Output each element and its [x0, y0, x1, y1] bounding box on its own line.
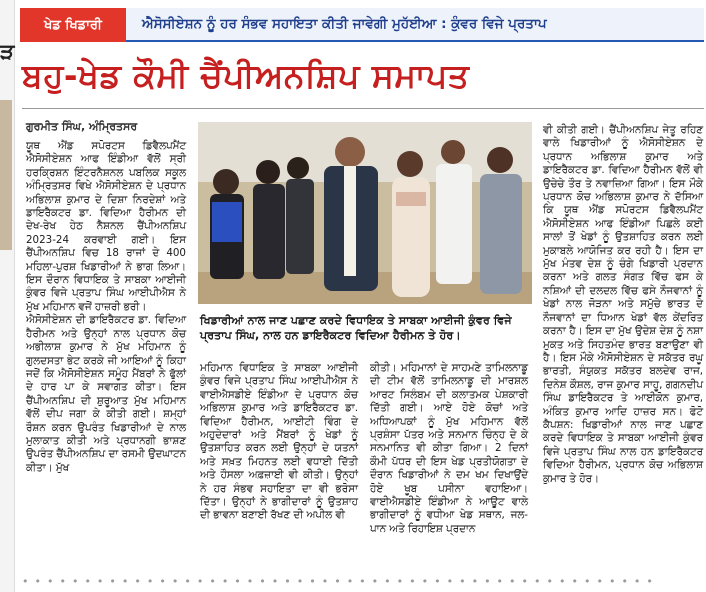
section-header [20, 8, 704, 42]
article-column-4 [543, 124, 703, 486]
paragraph: ਕੀਤੀ। ਮਹਿਮਾਨਾਂ ਦੇ ਸਾਹਮਣੇ ਤਾਮਿਲਨਾਡੂ ਦੀ ਟੀਮ ਵੱਲੋਂ ਤਾਮਿਲਨਾਡੂ ਦੀ ਮਾਰਸ਼ਲ ਆਰਟ ਸਿਲੰਬਮ ਦੀ ਕਲਾਤਮਕ ਪੇਸ਼ਕਾਰੀ ਦਿੱਤੀ ਗਈ। ਆਏ ਹੋਏ ਕੋਚਾਂ ਅਤੇ ਅਧਿਆਪਕਾਂ ਨੂੰ ਮੁੱਖ ਮਹਿਮਾਨ ਵੱਲੋਂ ਪ੍ਰਸ਼ੰਸਾ ਪੱਤਰ ਅਤੇ ਸਨਮਾਨ ਚਿੰਨ੍ਹ ਦੇ ਕੇ ਸਨਮਾਨਿਤ ਵੀ ਕੀਤਾ ਗਿਆ। 2 ਦਿਨਾਂ ਕੌਮੀ ਪੱਧਰ ਦੀ ਇਸ ਖੇਡ ਪ੍ਰਤੀਯੋਗਤਾ ਦੇ ਦੌਰਾਨ ਖਿਡਾਰੀਆਂ ਨੇ ਦਮ ਖਮ ਦਿਖਾਉਂਦੇ ਹੋਏ ਖੂਬ ਪਸੀਨਾ ਵਹਾਇਆ। ਵਾਈਐਸਡੀਏ ਇੰਡੀਆ ਨੇ ਆਊਟ ਵਾਲੇ ਭਾਗੀਦਾਰਾਂ ਨੂੰ ਵਧੀਆ ਖੇਡ ਸਥਾਨ, ਜਲ-ਪਾਨ ਅਤੇ ਰਿਹਾਇਸ਼ ਪ੍ਰਦਾਨ [370, 362, 528, 535]
headline-divider [22, 108, 704, 109]
news-photo [198, 122, 532, 304]
paragraph: ਐਸੋਸੀਏਸ਼ਨ ਦੀ ਡਾਇਰੈਕਟਰ ਡਾ. ਵਿਦਿਆ ਹੈਰੀਮਨ ਅਤੇ ਉਨ੍ਹਾਂ ਨਾਲ ਪ੍ਰਧਾਨ ਕੋਚ ਅਭੀਲਾਸ਼ ਕੁਮਾਰ ਨੇ ਮੁੱਖ ਮਹਿਮਾਨ ਨੂੰ ਗੁਲਦਸਤਾ ਭੇਟ ਕਰਕੇ ਜੀ ਆਇਆਂ ਨੂੰ ਕਿਹਾ ਜਦੋਂ ਕਿ ਐਸੋਸੀਏਸ਼ਨ ਸਮੂੰਹ ਮੈਂਬਰਾਂ ਨੇ ਫੁੱਲਾਂ ਦੇ ਹਾਰ ਪਾ ਕੇ ਸਵਾਗਤ ਕੀਤਾ। ਇਸ ਚੈਂਪੀਅਨਸ਼ਿਪ ਦੀ ਸ਼ੁਰੂਆਤ ਮੁੱਖ ਮਹਿਮਾਨ ਵੱਲੋਂ ਦੀਪ ਜਗਾ ਕੇ ਕੀਤੀ ਗਈ। ਸ਼ਮ੍ਹਾਂ ਰੌਸ਼ਨ ਕਰਨ ਉਪਰੰਤ ਖਿਡਾਰੀਆਂ ਦੇ ਨਾਲ ਮੁਲਾਕਾਤ ਕੀਤੀ ਅਤੇ ਪ੍ਰਧਾਨਗੀ ਭਾਸ਼ਣ ਉਪਰੰਤ ਚੈਂਪੀਅਨਸ਼ਿਪ ਦਾ ਰਸਮੀ ਉਦਘਾਟਨ ਕੀਤਾ। ਮੁੱਖ [26, 314, 186, 474]
paragraph: ਯੂਥ ਐਂਡ ਸਪੋਰਟਸ ਡਿਵੈਲਪਮੈਂਟ ਐਸੋਸੀਏਸ਼ਨ ਆਫ ਇੰਡੀਆ ਵੱਲੋਂ ਸ੍ਰੀ ਹਰਕ੍ਰਿਸ਼ਨ ਇੰਟਰਨੈਸ਼ਨਲ ਪਬਲਿਕ ਸਕੂਲ ਅੰਮ੍ਰਿਤਸਰ ਵਿਖੇ ਐਸੋਸੀਏਸ਼ਨ ਦੇ ਪ੍ਰਧਾਨ ਅਭਿਲਾਸ਼ ਕੁਮਾਰ ਦੇ ਦਿਸ਼ਾ ਨਿਰਦੇਸ਼ਾਂ ਅਤੇ ਡਾਇਰੈਕਟਰ ਡਾ. ਵਿਦਿਆ ਹੈਰੀਮਨ ਦੀ ਦੇਖ-ਰੇਖ ਹੇਠ ਨੈਸ਼ਨਲ ਚੈਂਪੀਅਨਸ਼ਿਪ 2023-24 ਕਰਵਾਈ ਗਈ। ਇਸ ਚੈਂਪੀਅਨਸ਼ਿਪ ਵਿਚ 18 ਰਾਜਾਂ ਦੇ 400 ਮਹਿਲਾ-ਪੁਰਸ਼ ਖਿਡਾਰੀਆਂ ਨੇ ਭਾਗ ਲਿਆ। ਇਸ ਦੌਰਾਨ ਵਿਧਾਇਕ ਤੇ ਸਾਬਕਾ ਆਈਜੀ ਕੁੰਵਰ ਵਿਜੇ ਪ੍ਰਤਾਪ ਸਿੰਘ ਆਈਪੀਐਸ ਨੇ ਮੁੱਖ ਮਹਿਮਾਨ ਵਜੋਂ ਹਾਜ਼ਰੀ ਭਰੀ। [26, 140, 186, 313]
paragraph: ਮਹਿਮਾਨ ਵਿਧਾਇਕ ਤੇ ਸਾਬਕਾ ਆਈਜੀ ਕੁੰਵਰ ਵਿਜੇ ਪ੍ਰਤਾਪ ਸਿੰਘ ਆਈਪੀਐਸ ਨੇ ਵਾਈਐਸਡੀਏ ਇੰਡੀਆ ਦੇ ਪ੍ਰਧਾਨ ਕੋਚ ਅਭਿਲਾਸ਼ ਕੁਮਾਰ ਅਤੇ ਡਾਇਰੈਕਟਰ ਡਾ. ਵਿਦਿਆ ਹੈਰੀਮਨ, ਆਈਟੀ ਵਿੰਗ ਦੇ ਅਹੁਦੇਦਾਰਾਂ ਅਤੇ ਮੈਂਬਰਾਂ ਨੂੰ ਖੇਡਾਂ ਨੂੰ ਉਤਸ਼ਾਹਿਤ ਕਰਨ ਲਈ ਉਨ੍ਹਾਂ ਦੇ ਯਤਨਾਂ ਅਤੇ ਸਖ਼ਤ ਮਿਹਨਤ ਲਈ ਵਧਾਈ ਦਿੱਤੀ ਅਤੇ ਹੌਸਲਾ ਅਫ਼ਜ਼ਾਈ ਵੀ ਕੀਤੀ। ਉਨ੍ਹਾਂ ਨੇ ਹਰ ਸੰਭਵ ਸਹਾਇਤਾ ਦਾ ਵੀ ਭਰੋਸਾ ਦਿੱਤਾ। ਉਨ੍ਹਾਂ ਨੇ ਭਾਗੀਦਾਰਾਂ ਨੂੰ ਉਤਸ਼ਾਹ ਦੀ ਭਾਵਨਾ ਬਣਾਈ ਰੱਖਣ ਦੀ ਅਪੀਲ ਵੀ [200, 362, 358, 522]
article-column-3 [370, 362, 528, 536]
next-article-edge: ••••••••••••••••••••••••••••••••••••••••••••••••••• [22, 575, 659, 588]
main-headline: ਬਹੁ-ਖੇਡ ਕੌਮੀ ਚੈਂਪੀਅਨਸ਼ਿਪ ਸਮਾਪਤ [22, 56, 470, 95]
section-tag: ਖੇਡ ਖਿਡਾਰੀ [20, 8, 126, 42]
article-column-1 [26, 140, 186, 475]
adjacent-article-edge [0, 0, 15, 592]
paragraph: ਵੀ ਕੀਤੀ ਗਈ। ਚੈਂਪੀਅਨਸ਼ਿਪ ਜੇਤੂ ਰਹਿਣ ਵਾਲੇ ਖਿਡਾਰੀਆਂ ਨੂੰ ਐਸੋਸੀਏਸ਼ਨ ਦੇ ਪ੍ਰਧਾਨ ਅਭਿਲਾਸ਼ ਕੁਮਾਰ ਅਤੇ ਡਾਇਰੈਕਟਰ ਡਾ. ਵਿਦਿਆ ਹੈਰੀਮਨ ਵੱਲੋਂ ਵੀ ਉਚੇਚੇ ਤੌਰ ਤੇ ਨਵਾਜ਼ਿਆ ਗਿਆ। ਇਸ ਮੌਕੇ ਪ੍ਰਧਾਨ ਕੋਚ ਅਭਿਲਾਸ਼ ਕੁਮਾਰ ਨੇ ਦੱਸਿਆ ਕਿ ਯੂਥ ਐਂਡ ਸਪੋਰਟਸ ਡਿਵੈਲਪਮੈਂਟ ਐਸੋਸੀਏਸ਼ਨ ਆਫ ਇੰਡੀਆ ਪਿਛਲੇ ਕਈ ਸਾਲਾਂ ਤੋਂ ਖੇਡਾਂ ਨੂੰ ਉਤਸ਼ਾਹਿਤ ਕਰਨ ਲਈ ਮੁਕਾਬਲੇ ਆਯੋਜਿਤ ਕਰ ਰਹੀ ਹੈ। ਇਸ ਦਾ ਮੁੱਖ ਮੰਤਵ ਦੇਸ਼ ਨੂੰ ਚੰਗੇ ਖਿਡਾਰੀ ਪ੍ਰਦਾਨ ਕਰਨਾ ਅਤੇ ਗਲਤ ਸੰਗਤ ਵਿੱਚ ਫਸ ਕੇ ਨਸ਼ਿਆਂ ਦੀ ਦਲਦਲ ਵਿੱਚ ਫਸੇ ਨੌਜਵਾਨਾਂ ਨੂੰ ਖੇਡਾਂ ਨਾਲ ਜੋੜਨਾ ਅਤੇ ਸਮੁੱਚੇ ਭਾਰਤ ਦੇ ਨੌਜਵਾਨਾਂ ਦਾ ਧਿਆਨ ਖੇਡਾਂ ਵੱਲ ਕੇਂਦਰਿਤ ਕਰਨਾ ਹੈ। ਇਸ ਦਾ ਮੁੱਖ ਉਦੇਸ਼ ਦੇਸ਼ ਨੂੰ ਨਸ਼ਾ ਮੁਕਤ ਅਤੇ ਸਿਹਤਮੰਦ ਭਾਰਤ ਬਣਾਉਣਾ ਵੀ ਹੈ। ਇਸ ਮੌਕੇ ਐਸੋਸੀਏਸ਼ਨ ਦੇ ਸਕੱਤਰ ਰਘੂ ਭਾਰਤੀ, ਸੰਯੁਕਤ ਸਕੱਤਰ ਬਲਦੇਵ ਰਾਜ, ਦਿਨੇਸ਼ ਕੌਸ਼ਲ, ਰਾਜ ਕੁਮਾਰ ਸਾਹੂ, ਗਗਨਦੀਪ ਸਿੰਘ ਡਾਇਰੈਕਟਰ ਤੇ ਆਈਕੋਨ ਕੁਮਾਰ, ਅੰਕਿਤ ਕੁਮਾਰ ਆਦਿ ਹਾਜ਼ਰ ਸਨ। ਫੋਟੋ ਕੈਪਸ਼ਨ: ਖਿਡਾਰੀਆਂ ਨਾਲ ਜਾਣ ਪਛਾਣ ਕਰਦੇ ਵਿਧਾਇਕ ਤੇ ਸਾਬਕਾ ਆਈਜੀ ਕੁੰਵਰ ਵਿਜੇ ਪ੍ਰਤਾਪ ਸਿੰਘ ਨਾਲ ਹਨ ਡਾਇਰੈਕਟਰ ਵਿਦਿਆ ਹੈਰੀਮਨ, ਪ੍ਰਧਾਨ ਕੋਚ ਅਭਿਲਾਸ਼ ਕੁਮਾਰ ਤੇ ਹੋਰ। [543, 124, 703, 485]
byline: ਗੁਰਮੀਤ ਸਿੰਘ, ਅੰਮ੍ਰਿਤਸਰ [26, 120, 138, 133]
adjacent-photo-fragment [0, 100, 12, 250]
adjacent-headline-fragment: ੜ [0, 40, 15, 65]
article-column-2 [200, 362, 358, 523]
kicker-headline: ਐਸੋਸੀਏਸ਼ਨ ਨੂੰ ਹਰ ਸੰਭਵ ਸਹਾਇਤਾ ਕੀਤੀ ਜਾਵੇਗੀ ਮੁਹੱਈਆ : ਕੁੰਵਰ ਵਿਜੇ ਪ੍ਰਤਾਪ [126, 8, 704, 42]
photo-caption: ਖਿਡਾਰੀਆਂ ਨਾਲ ਜਾਣ ਪਛਾਣ ਕਰਦੇ ਵਿਧਾਇਕ ਤੇ ਸਾਬਕਾ ਆਈਜੀ ਕੁੰਵਰ ਵਿਜੇ ਪ੍ਰਤਾਪ ਸਿੰਘ, ਨਾਲ ਹਨ ਡਾਇਰੈਕਟਰ ਵਿਦਿਆ ਹੈਰੀਮਨ ਤੇ ਹੋਰ। [200, 314, 512, 342]
photo-illustration [198, 122, 532, 304]
